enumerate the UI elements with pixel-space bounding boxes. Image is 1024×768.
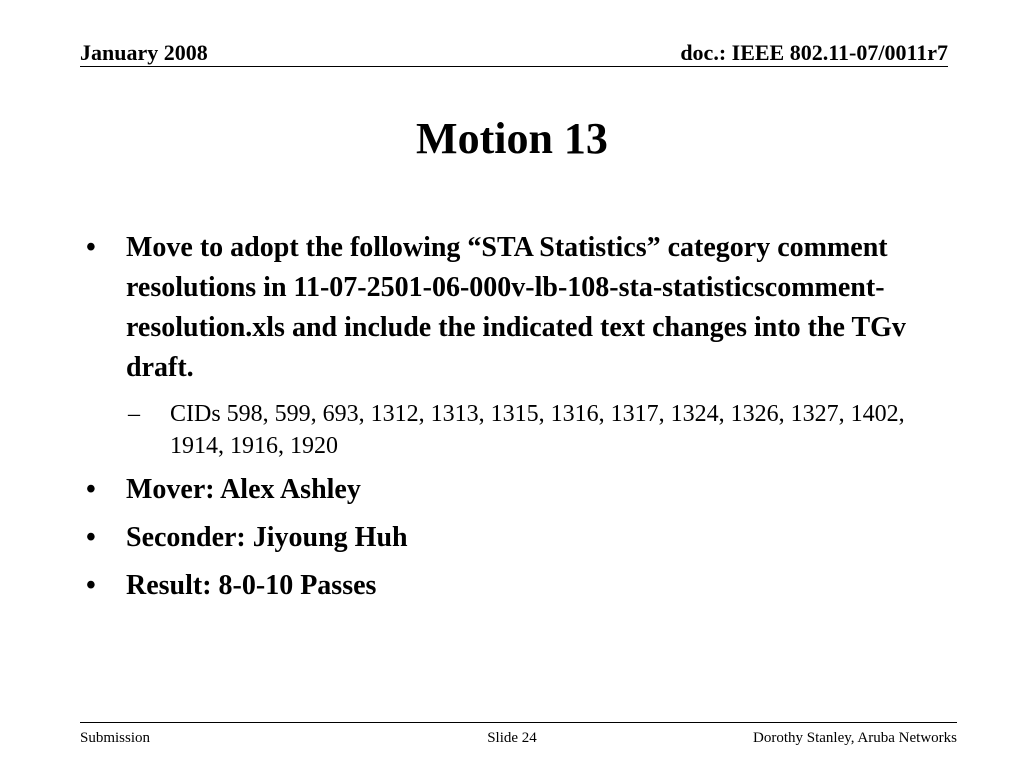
- bullet-marker: •: [86, 522, 96, 553]
- bullet-motion: [86, 228, 946, 388]
- footer-submission: Submission: [80, 730, 151, 746]
- footer-slide-number: Slide 24: [487, 730, 537, 746]
- bullet-text: Result: 8-0-10 Passes: [126, 570, 377, 601]
- header-divider: [80, 66, 948, 67]
- sub-bullet-text: CIDs 598, 599, 693, 1312, 1313, 1315, 1316, 1317, 1324, 1326, 1327, 1402, 1914, 1916, 1920: [170, 401, 905, 459]
- header-date: January 2008: [80, 40, 208, 65]
- bullet-marker: •: [86, 232, 96, 263]
- sub-bullet-marker: –: [128, 401, 140, 427]
- footer-author: Dorothy Stanley, Aruba Networks: [753, 730, 957, 746]
- bullet-mover: [86, 470, 946, 510]
- header-doc-id: doc.: IEEE 802.11-07/0011r7: [680, 40, 948, 65]
- bullet-text: Move to adopt the following “STA Statistics” category comment resolutions in 11-07-2501-06-000v-lb-108-sta-statisticscomment-resolution.xls and include the indicated text changes into the TGv draft.: [126, 232, 906, 383]
- slide-title: Motion 13: [416, 114, 608, 163]
- bullet-text: Mover: Alex Ashley: [126, 474, 361, 505]
- slide-content: [86, 228, 946, 606]
- bullet-marker: •: [86, 570, 96, 601]
- bullet-seconder: [86, 518, 946, 558]
- footer-divider: [80, 722, 957, 723]
- bullet-text: Seconder: Jiyoung Huh: [126, 522, 408, 553]
- bullet-marker: •: [86, 474, 96, 505]
- bullet-result: [86, 566, 946, 606]
- sub-bullet-cids: [126, 398, 946, 462]
